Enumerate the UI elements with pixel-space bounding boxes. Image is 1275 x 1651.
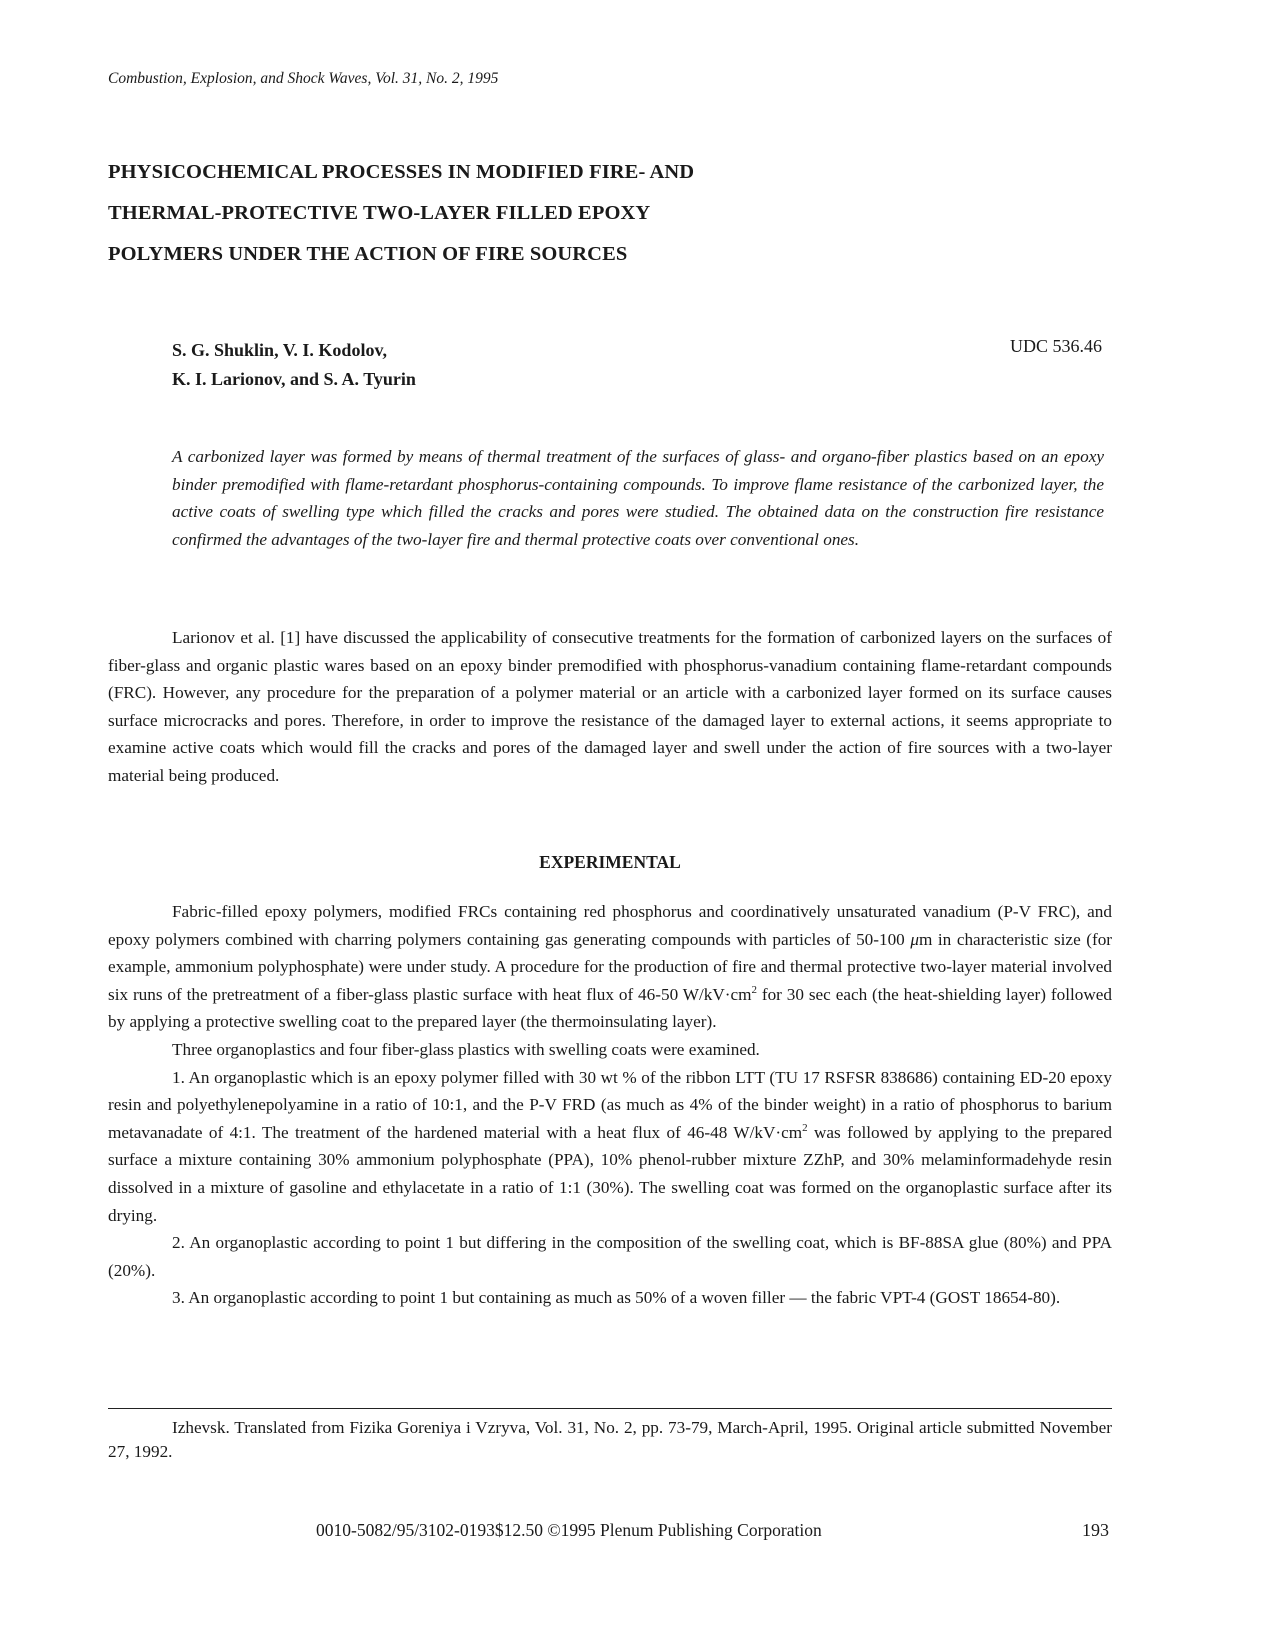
article-title bbox=[108, 152, 868, 275]
paragraph: 2. An organoplastic according to point 1 but differing in the composition of the swelling coat, which is BF-88SA glue (80%) and PPA (20%). bbox=[108, 1233, 1112, 1280]
udc-code: UDC 536.46 bbox=[1010, 336, 1103, 356]
intro-paragraph: Larionov et al. [1] have discussed the applicability of consecutive treatments for the formation of carbonized layers on the surfaces of fiber-glass and organic plastic wares based on an epoxy binder premodified with phosphorus-vanadium containing flame-retardant compounds (FRC). However, any procedure for the preparation of a polymer material or an article with a carbonized layer formed on its surface causes surface microcracks and pores. Therefore, in order to improve the resistance of the damaged layer to external actions, it seems appropriate to examine active coats which would fill the cracks and pores of the damaged layer and swell under the action of fire sources with a two-layer material being produced. bbox=[108, 628, 1112, 785]
author-line: K. I. Larionov, and S. A. Tyurin bbox=[172, 369, 416, 389]
copyright-line: 0010-5082/95/3102-0193$12.50 ©1995 Plenum Publishing Corporation bbox=[316, 1520, 822, 1540]
page-number: 193 bbox=[1082, 1520, 1109, 1540]
title-line: PHYSICOCHEMICAL PROCESSES IN MODIFIED FIRE- AND bbox=[108, 161, 695, 183]
footnote-divider bbox=[108, 1408, 1112, 1409]
footnote: Izhevsk. Translated from Fizika Goreniya i Vzryva, Vol. 31, No. 2, pp. 73-79, March-April, 1995. Original article submitted November 27, 1992. bbox=[108, 1418, 1112, 1461]
author-list bbox=[172, 336, 416, 394]
paragraph: Fabric-filled epoxy polymers, modified FRCs containing red phosphorus and coordinatively unsaturated vanadium (P-V FRC), and epoxy polymers combined with charring polymers containing gas generating compounds with particles of 50-100 μm in characteristic size (for example, ammonium polyphosphate) were under study. A procedure for the production of fire and thermal protective two-layer material involved six runs of the pretreatment of a fiber-glass plastic surface with heat flux of 46-50 $W/kV\cdot cm^2$ for 30 sec each (the heat-shielding layer) followed by applying a protective swelling coat to the prepared layer (the thermoinsulating layer). bbox=[108, 902, 1113, 1032]
experimental-section bbox=[108, 898, 1112, 1312]
paragraph: 3. An organoplastic according to point 1 but containing as much as 50% of a woven filler — the fabric VPT-4 (GOST 18654-80). bbox=[172, 1288, 1061, 1308]
title-line: THERMAL-PROTECTIVE TWO-LAYER FILLED EPOXY bbox=[108, 202, 651, 224]
abstract: A carbonized layer was formed by means of thermal treatment of the surfaces of glass- and organo-fiber plastics based on an epoxy binder premodified with flame-retardant phosphorus-containing compounds. To improve flame resistance of the carbonized layer, the active coats of swelling type which filled the cracks and pores were studied. The obtained data on the construction fire resistance confirmed the advantages of the two-layer fire and thermal protective coats over conventional ones. bbox=[172, 447, 1104, 549]
paragraph: Three organoplastics and four fiber-glass plastics with swelling coats were examined. bbox=[172, 1039, 760, 1059]
journal-citation: Combustion, Explosion, and Shock Waves, Vol. 31, No. 2, 1995 bbox=[108, 70, 499, 87]
author-line: S. G. Shuklin, V. I. Kodolov, bbox=[172, 340, 387, 360]
paragraph: 1. An organoplastic which is an epoxy polymer filled with 30 wt % of the ribbon LTT (TU 17 RSFSR 838686) containing ED-20 epoxy resin and polyethylenepolyamine in a ratio of 10:1, and the P-V FRD (as much as 4% of the binder weight) in a ratio of phosphorus to barium metavanadate of 4:1. The treatment of the hardened material with a heat flux of 46-48 $W/kV\cdot cm^2$ was followed by applying to the prepared surface a mixture containing 30% ammonium polyphosphate (PPA), 10% phenol-rubber mixture ZZhP, and 30% melaminformadehyde resin dissolved in a mixture of gasoline and ethylacetate in a ratio of 1:1 (30%). The swelling coat was formed on the organoplastic surface after its drying. bbox=[108, 1067, 1112, 1225]
title-line: POLYMERS UNDER THE ACTION OF FIRE SOURCES bbox=[108, 243, 628, 265]
introduction bbox=[108, 624, 1112, 790]
section-heading: EXPERIMENTAL bbox=[539, 852, 681, 872]
